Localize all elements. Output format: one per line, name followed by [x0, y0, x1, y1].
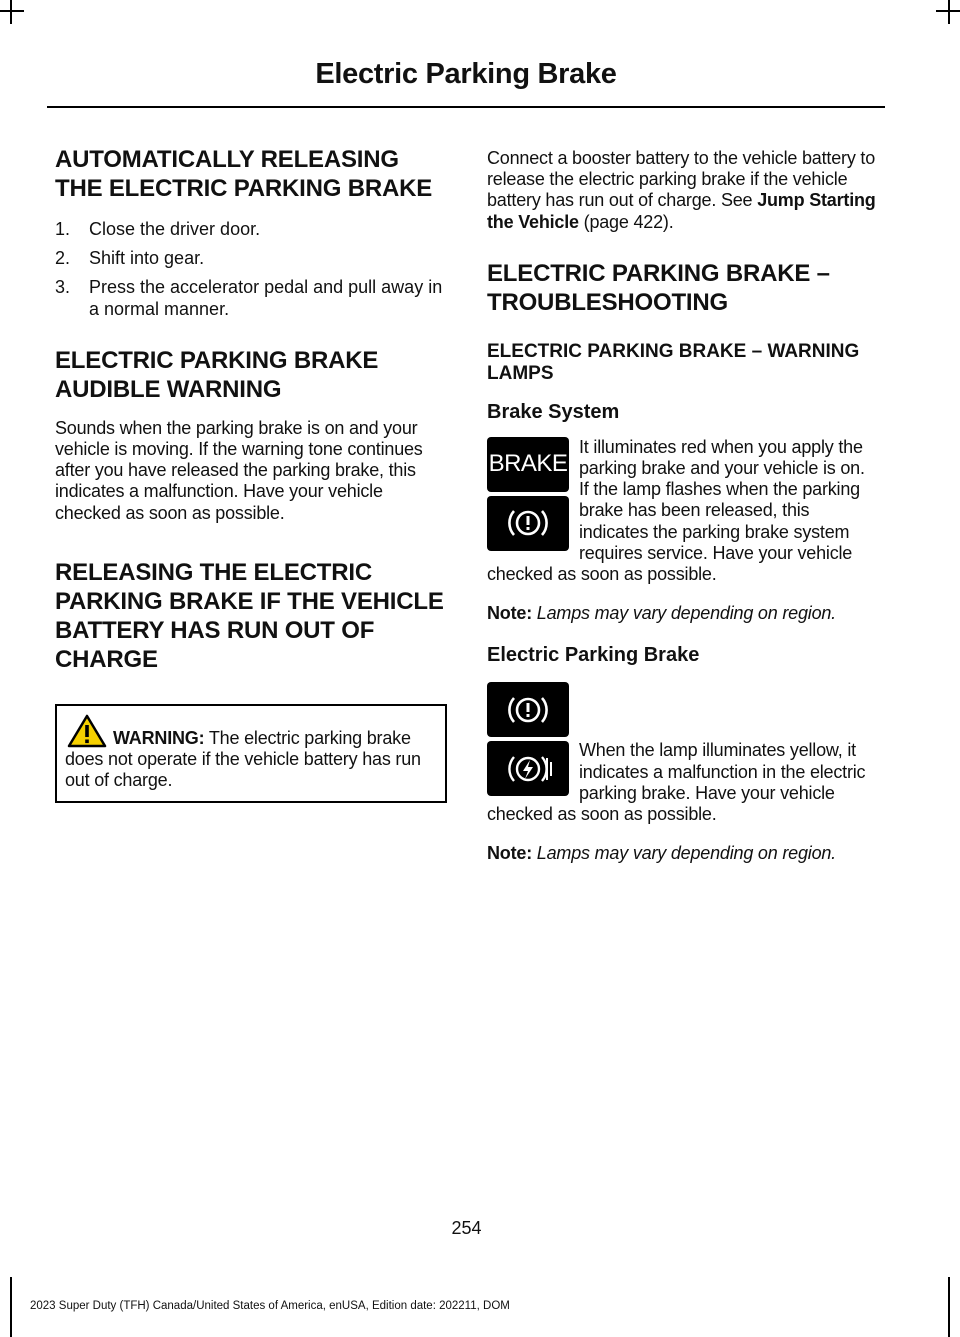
jump-start-link[interactable]: Jump Starting the Vehicle [487, 190, 876, 232]
right-column [487, 148, 879, 882]
section-heading-battery-release: RELEASING THE ELECTRIC PARKING BRAKE IF THE VEHICLE BATTERY HAS RUN OUT OF CHARGE [55, 558, 444, 673]
list-item: 2. Shift into gear. [55, 248, 205, 269]
section-heading-warning-lamps: ELECTRIC PARKING BRAKE – WARNING LAMPS [487, 340, 860, 384]
epb-note: Note: Lamps may vary depending on region. [487, 843, 836, 864]
brake-system-block [487, 437, 879, 597]
audible-warning-body: Sounds when the parking brake is on and your vehicle is moving. If the warning tone continues after you have released the parking brake, this indicates a malfunction. Have your vehicle checked as soon as possible. [55, 417, 423, 523]
booster-intro: Connect a booster battery to the vehicle battery to release the electric parking brake if the vehicle battery has run out of charge. See Jump Starting the Vehicle (page 422). [487, 148, 876, 232]
epb-heading: Electric Parking Brake [487, 644, 700, 667]
section-heading-troubleshooting: ELECTRIC PARKING BRAKE – TROUBLESHOOTING [487, 259, 830, 316]
footer-edition-info: 2023 Super Duty (TFH) Canada/United States of America, enUSA, Edition date: 202211, DOM [30, 1300, 510, 1312]
section-heading-auto-release: AUTOMATICALLY RELEASING THE ELECTRIC PARKING BRAKE [55, 146, 433, 202]
warning-triangle-icon [67, 714, 107, 748]
brake-system-note: Note: Lamps may vary depending on region. [487, 603, 836, 624]
section-heading-audible-warning: ELECTRIC PARKING BRAKE AUDIBLE WARNING [55, 346, 379, 403]
crop-mark [10, 0, 12, 24]
warning-label: WARNING: [113, 727, 205, 748]
crop-mark [936, 10, 960, 12]
parking-brake-lamp-icon [487, 496, 569, 551]
epb-block [487, 682, 879, 837]
crop-mark [948, 0, 950, 24]
brake-text-lamp-icon: BRAKE [487, 437, 569, 492]
page-title: Electric Parking Brake [315, 58, 617, 90]
release-steps-list [55, 219, 447, 320]
crop-mark [10, 1277, 12, 1337]
page-number: 254 [451, 1218, 482, 1238]
brake-system-heading: Brake System [487, 400, 620, 423]
crop-mark [0, 10, 24, 12]
header-divider [47, 106, 885, 108]
left-column [55, 145, 447, 803]
brake-system-body: It illuminates red when you apply the parking brake and your vehicle is on. If the lamp flashes when the parking brake has been released, this indicates the parking brake system requires service. Have your vehicle checked as soon as possible. [487, 436, 865, 585]
epb-body: When the lamp illuminates yellow, it indicates a malfunction in the electric parking brake. Have your vehicle checked as soon as possible. [487, 740, 866, 825]
parking-brake-lamp-icon [487, 682, 569, 737]
epb-malfunction-lamp-icon [487, 741, 569, 796]
list-item: 1. Close the driver door. [55, 219, 261, 239]
warning-box [55, 704, 447, 804]
warning-text: The electric parking brake does not operate if the vehicle battery has run out of charge. [65, 727, 421, 791]
list-item: 3. Press the accelerator pedal and pull away in a normal manner. [55, 277, 443, 319]
crop-mark [948, 1277, 950, 1337]
